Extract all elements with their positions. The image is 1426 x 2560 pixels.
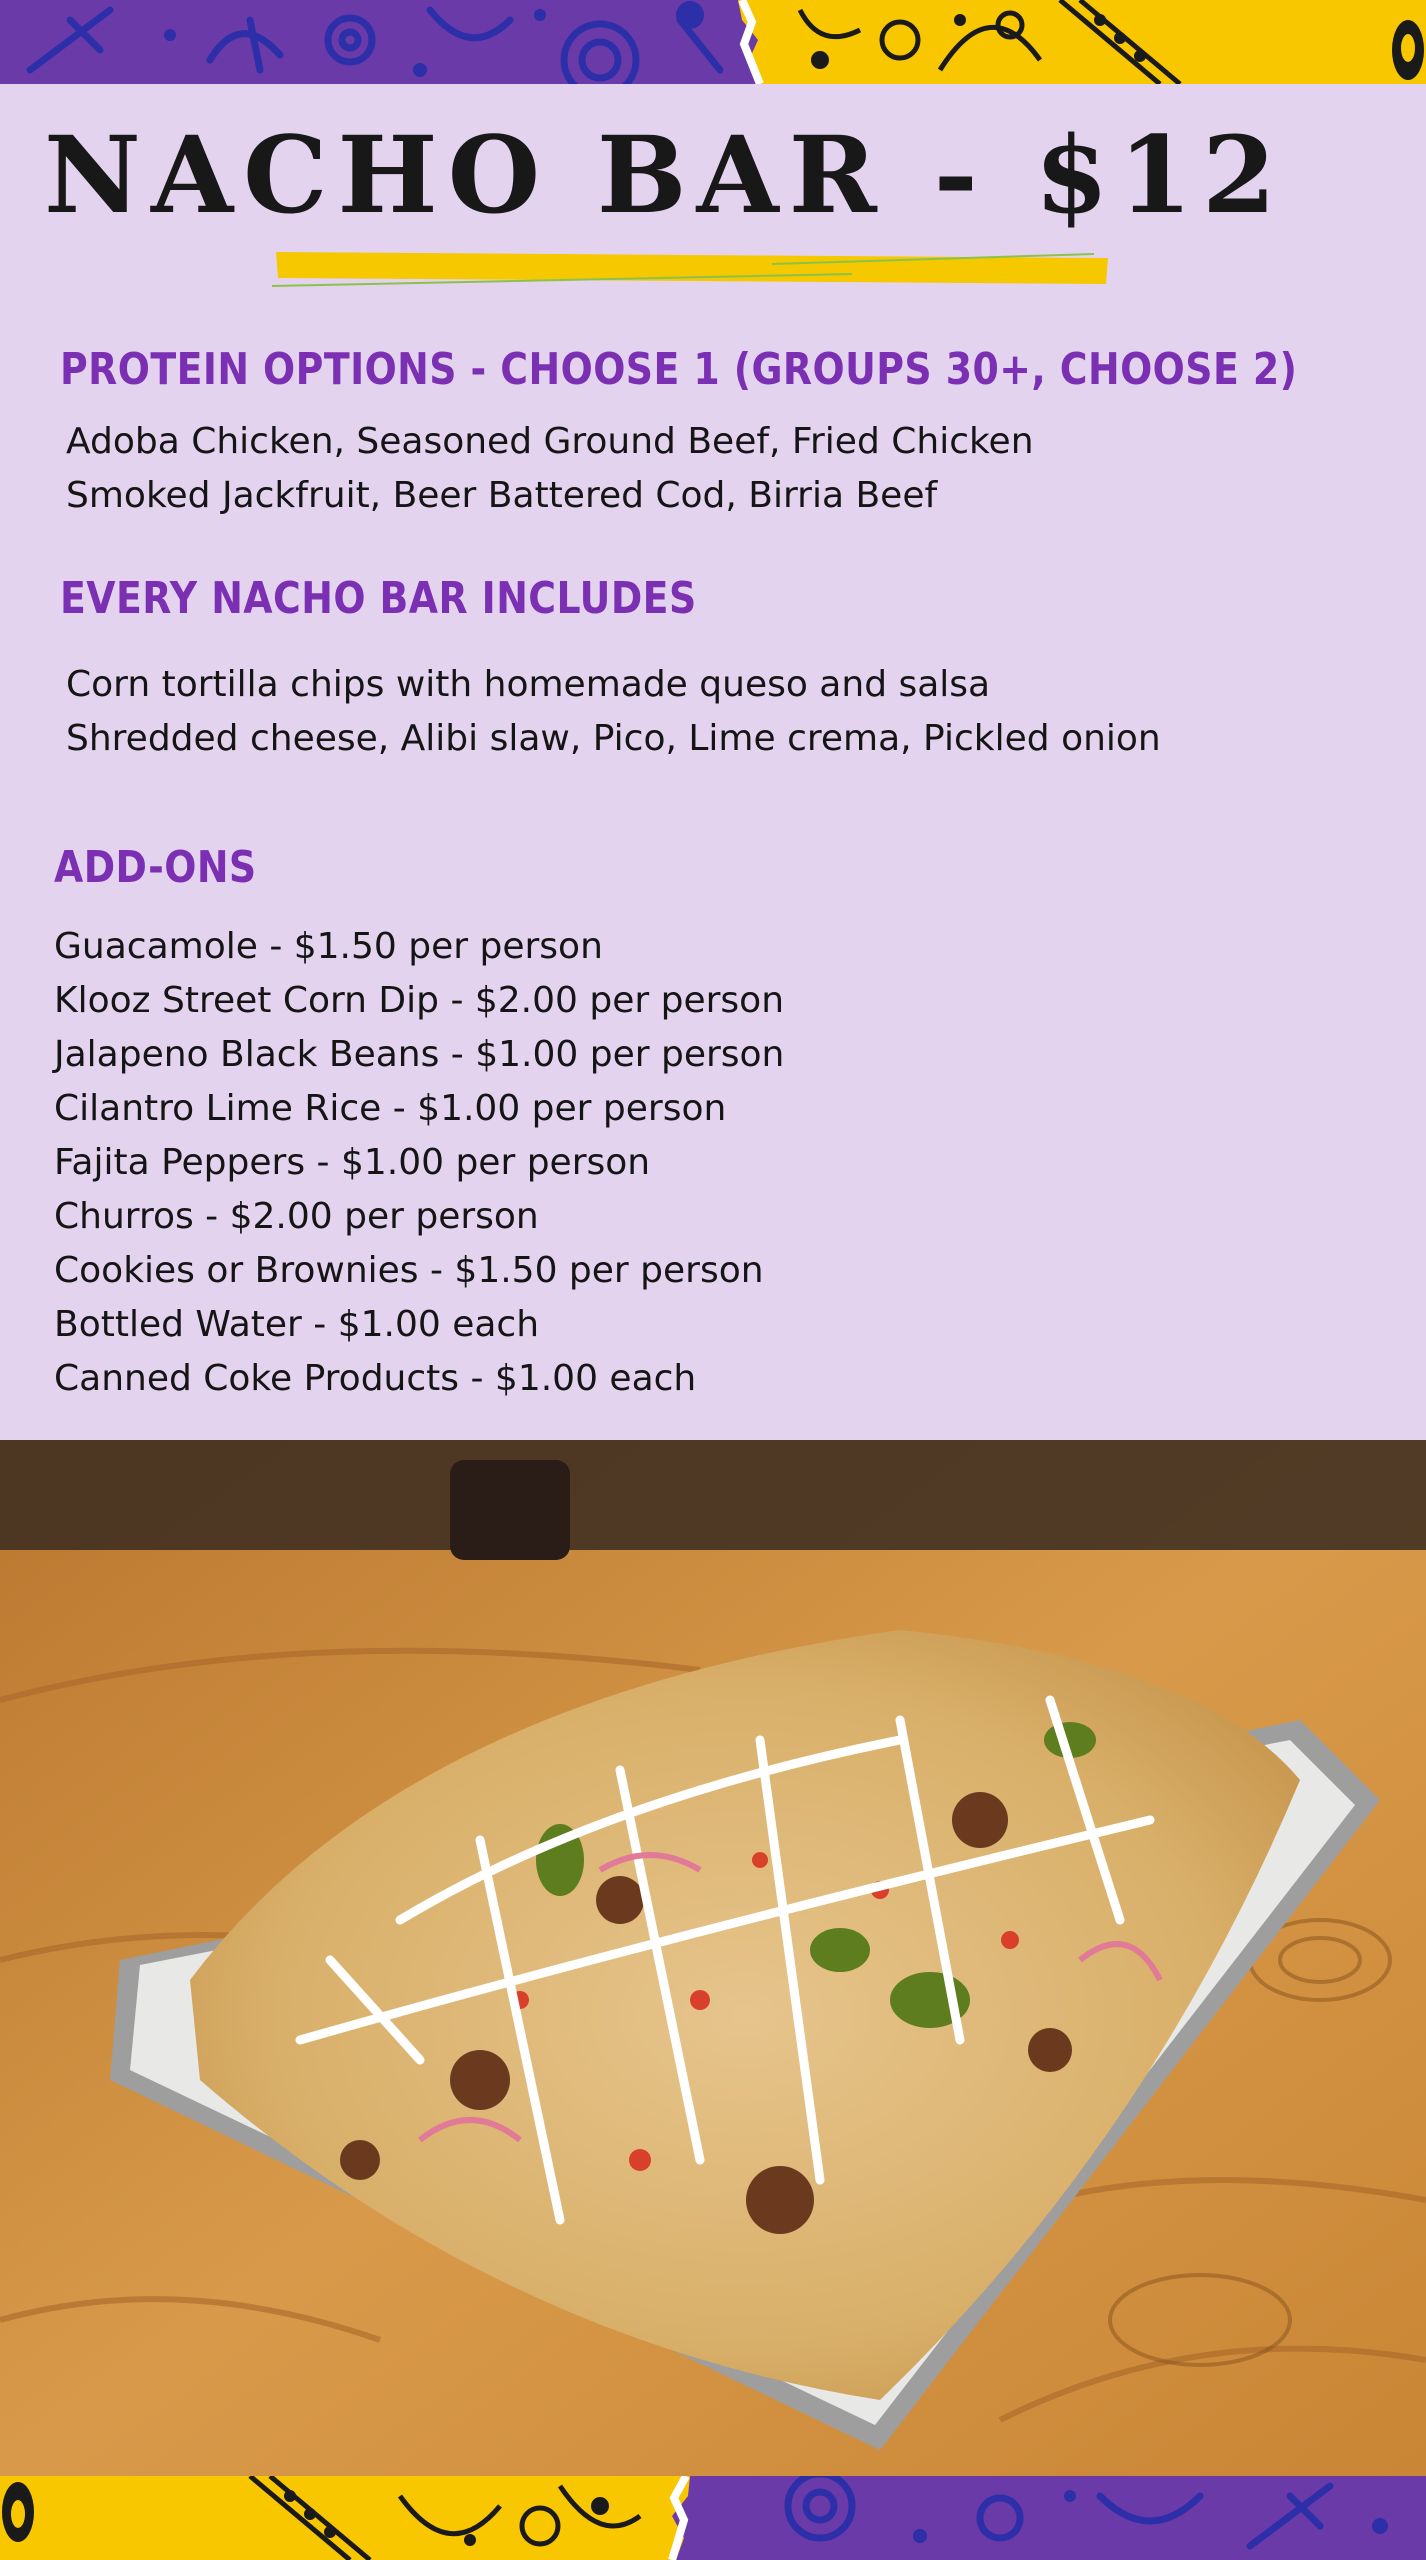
list-item: Cilantro Lime Rice - $1.00 per person: [54, 1088, 727, 1129]
nachos-photo: [0, 1440, 1426, 2476]
top-decorative-band: [0, 0, 1426, 84]
list-item: Jalapeno Black Beans - $1.00 per person: [54, 1034, 785, 1075]
addons-list: [54, 920, 784, 1406]
list-item: Cookies or Brownies - $1.50 per person: [54, 1250, 764, 1291]
title-highlight-stroke: [272, 244, 1112, 294]
list-item: Smoked Jackfruit, Beer Battered Cod, Birria Beef: [66, 475, 938, 516]
protein-options-list: [66, 415, 1034, 523]
list-item: Bottled Water - $1.00 each: [54, 1304, 540, 1345]
bottom-decorative-band: [0, 2476, 1426, 2560]
addons-heading: ADD-ONS: [54, 842, 257, 893]
doodle-pattern-icon: [0, 0, 1426, 84]
nachos-tray-icon: [0, 1440, 1426, 2476]
list-item: Klooz Street Corn Dip - $2.00 per person: [54, 980, 785, 1021]
bandana-pattern-icon: [0, 2476, 1426, 2560]
includes-heading: EVERY NACHO BAR INCLUDES: [60, 573, 697, 624]
menu-content: [0, 84, 1426, 1440]
protein-options-heading: PROTEIN OPTIONS - CHOOSE 1 (GROUPS 30+, CHOOSE 2): [60, 344, 1298, 395]
list-item: Shredded cheese, Alibi slaw, Pico, Lime crema, Pickled onion: [66, 718, 1161, 759]
list-item: Guacamole - $1.50 per person: [54, 926, 603, 967]
list-item: Fajita Peppers - $1.00 per person: [54, 1142, 651, 1183]
list-item: Adoba Chicken, Seasoned Ground Beef, Fried Chicken: [66, 421, 1034, 462]
includes-list: [66, 658, 1161, 766]
list-item: Churros - $2.00 per person: [54, 1196, 539, 1237]
list-item: Corn tortilla chips with homemade queso and salsa: [66, 664, 991, 705]
page-title: NACHO BAR - $12: [44, 112, 1286, 237]
list-item: Canned Coke Products - $1.00 each: [54, 1358, 697, 1399]
